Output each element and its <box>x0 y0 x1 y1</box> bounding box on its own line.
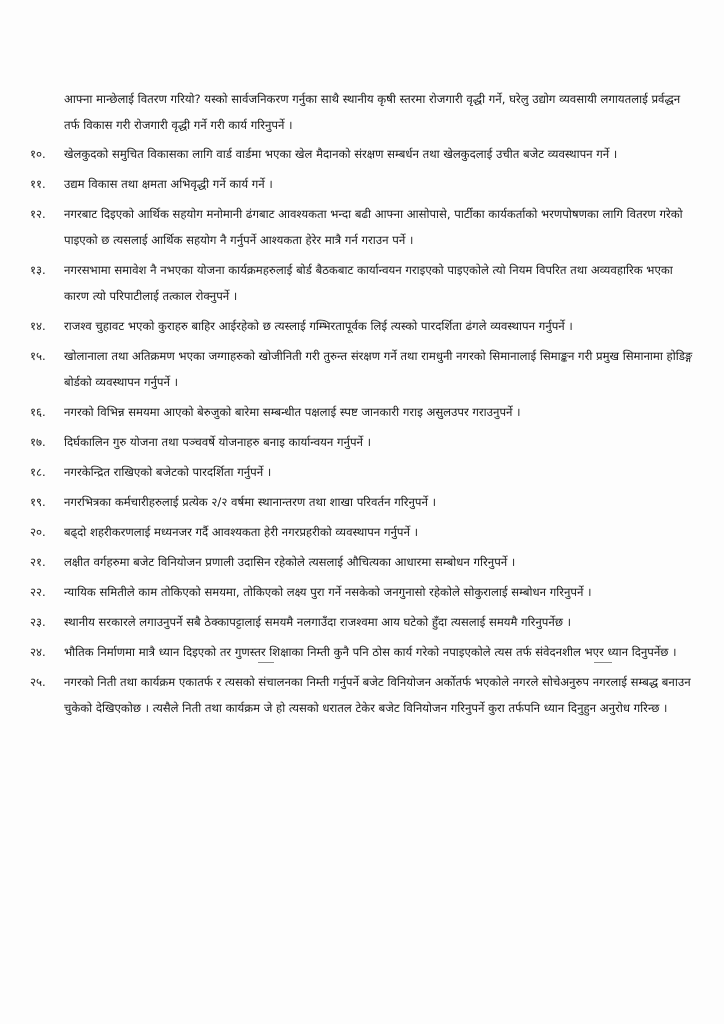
scan-mark <box>594 662 612 663</box>
list-item <box>30 609 696 635</box>
item-text: खेलकुदको समुचित विकासका लागि वार्ड वार्डमा भएका खेल मैदानको संरक्षण सम्बर्धन तथा खेलकुदलाई उचीत बजेट व्यवस्थापन गर्ने । <box>64 147 618 161</box>
scan-mark <box>258 662 274 663</box>
list-item <box>30 171 696 197</box>
document-body <box>30 86 696 725</box>
item-text: नगरबाट दिइएको आर्थिक सहयोग मनोमानी ढंगबाट आवश्यकता भन्दा बढी आफ्ना आसोपासे, पार्टीका कार्यकर्ताको भरणपोषणका लागि वितरण गरेको पाइएको छ त्यसलाई आर्थिक सहयोग नै गर्नुपर्ने आश्यकता हेरेर मात्रै गर्न गराउन पर्ने । <box>64 207 683 247</box>
item-number: २०. <box>30 525 46 539</box>
item-number: १४. <box>30 319 46 333</box>
item-text: राजश्व चुहावट भएको कुराहरु बाहिर आईरहेको छ त्यस्लाई गम्भिरतापूर्वक लिई त्यस्को पारदर्शिता ढंगले व्यवस्थापन गर्नुपर्ने । <box>64 319 573 333</box>
item-number: १९. <box>30 495 46 509</box>
item-text: नगरको विभिन्न समयमा आएको बेरुजुको बारेमा सम्बन्धीत पक्षलाई स्पष्ट जानकारी गराइ असुलउपर गराउनुपर्ने । <box>64 405 521 419</box>
item-text: लक्षीत वर्गहरुमा बजेट विनियोजन प्रणाली उदासिन रहेकोले त्यसलाई औचित्यका आधारमा सम्बोधन गरिनुपर्ने । <box>64 555 516 569</box>
item-number: १०. <box>30 147 46 161</box>
item-number: १७. <box>30 435 46 449</box>
intro-paragraph: आफ्ना मान्छेलाई वितरण गरियो? यस्को सार्वजनिकरण गर्नुका साथै स्थानीय कृषी स्तरमा रोजगारी वृद्धी गर्ने, घरेलु उद्योग व्यवसायी लगायतलाई प्रर्वद्धन तर्फ विकास गरी रोजगारी वृद्धी गर्ने गरी कार्य गरिनुपर्ने । <box>64 92 681 132</box>
list-item <box>30 489 696 515</box>
item-number: १२. <box>30 207 46 221</box>
item-text: स्थानीय सरकारले लगाउनुपर्ने सबै ठेक्कापट्टालाई समयमै नलगाउँदा राजश्वमा आय घटेको हुँदा त्यसलाई समयमै गरिनुपर्नेछ । <box>64 615 572 629</box>
item-text: नगरसभामा समावेश नै नभएका योजना कार्यक्रमहरुलाई बोर्ड बैठकबाट कार्यान्वयन गराइएको पाइएकोले त्यो नियम विपरित तथा अव्यवहारिक भएका कारण त्यो परिपाटीलाई तत्काल रोक्नुपर्ने । <box>64 263 673 303</box>
item-number: १५. <box>30 349 46 363</box>
list-item <box>30 313 696 339</box>
item-number: १८. <box>30 465 46 479</box>
item-number: २२. <box>30 585 46 599</box>
item-number: २३. <box>30 615 46 629</box>
list-item <box>30 257 696 309</box>
item-number: २५. <box>30 675 46 689</box>
item-text: न्यायिक समितीले काम तोकिएको समयमा, तोकिएको लक्ष्य पुरा गर्ने नसकेको जनगुनासो रहेकोले सोकुरालाई सम्बोधन गरिनुपर्ने । <box>64 585 592 599</box>
list-item <box>30 343 696 395</box>
item-text: नगरकेन्द्रित राखिएको बजेटको पारदर्शिता गर्नुपर्ने । <box>64 465 272 479</box>
item-number: १३. <box>30 263 46 277</box>
item-text: खोलानाला तथा अतिक्रमण भएका जग्गाहरुको खोजीनिती गरी तुरुन्त संरक्षण गर्ने तथा रामधुनी नगरको सिमानालाई सिमाङ्कन गरी प्रमुख सिमानामा होडिङ्ग बोर्डको व्यवस्थापन गर्नुपर्ने । <box>64 349 693 389</box>
list-item <box>30 459 696 485</box>
item-text: उद्यम विकास तथा क्षमता अभिवृद्धी गर्ने कार्य गर्ने । <box>64 177 273 191</box>
list-item <box>30 549 696 575</box>
item-number: २४. <box>30 645 46 659</box>
list-item <box>30 669 696 721</box>
list-item <box>30 579 696 605</box>
item-text: भौतिक निर्माणमा मात्रै ध्यान दिइएको तर गुणस्तर शिक्षाका निम्ती कुनै पनि ठोस कार्य गरेको नपाइएकोले त्यस तर्फ संवेदनशील भएर ध्यान दिनुपर्नेछ । <box>64 645 677 659</box>
item-text: नगरभित्रका कर्मचारीहरुलाई प्रत्येक २/२ वर्षमा स्थानान्तरण तथा शाखा परिवर्तन गरिनुपर्ने । <box>64 495 437 509</box>
item-number: ११. <box>30 177 46 191</box>
item-text: दिर्घकालिन गुरु योजना तथा पञ्चवर्षे योजनाहरु बनाइ कार्यान्वयन गर्नुपर्ने । <box>64 435 372 449</box>
list-item <box>30 429 696 455</box>
item-number: २१. <box>30 555 46 569</box>
list-item <box>30 201 696 253</box>
item-number: १६. <box>30 405 46 419</box>
item-text: नगरको निती तथा कार्यक्रम एकातर्फ र त्यसको संचालनका निम्ती गर्नुपर्ने बजेट विनियोजन अर्कोतर्फ भएकोले नगरले सोचेअनुरुप नगरलाई सम्बद्ध बनाउन चुकेको देखिएकोछ । त्यसैले निती तथा कार्यक्रम जे हो त्यसको धरातल टेकेर बजेट विनियोजन गरिनुपर्ने कुरा तर्फपनि ध्यान दिनुहुन अनुरोध गरिन्छ । <box>64 675 691 715</box>
list-item <box>30 141 696 167</box>
item-text: बढ्दो शहरीकरणलाई मध्यनजर गर्दै आवश्यकता हेरी नगरप्रहरीको व्यवस्थापन गर्नुपर्ने । <box>64 525 419 539</box>
list-item <box>30 519 696 545</box>
list-item <box>30 399 696 425</box>
